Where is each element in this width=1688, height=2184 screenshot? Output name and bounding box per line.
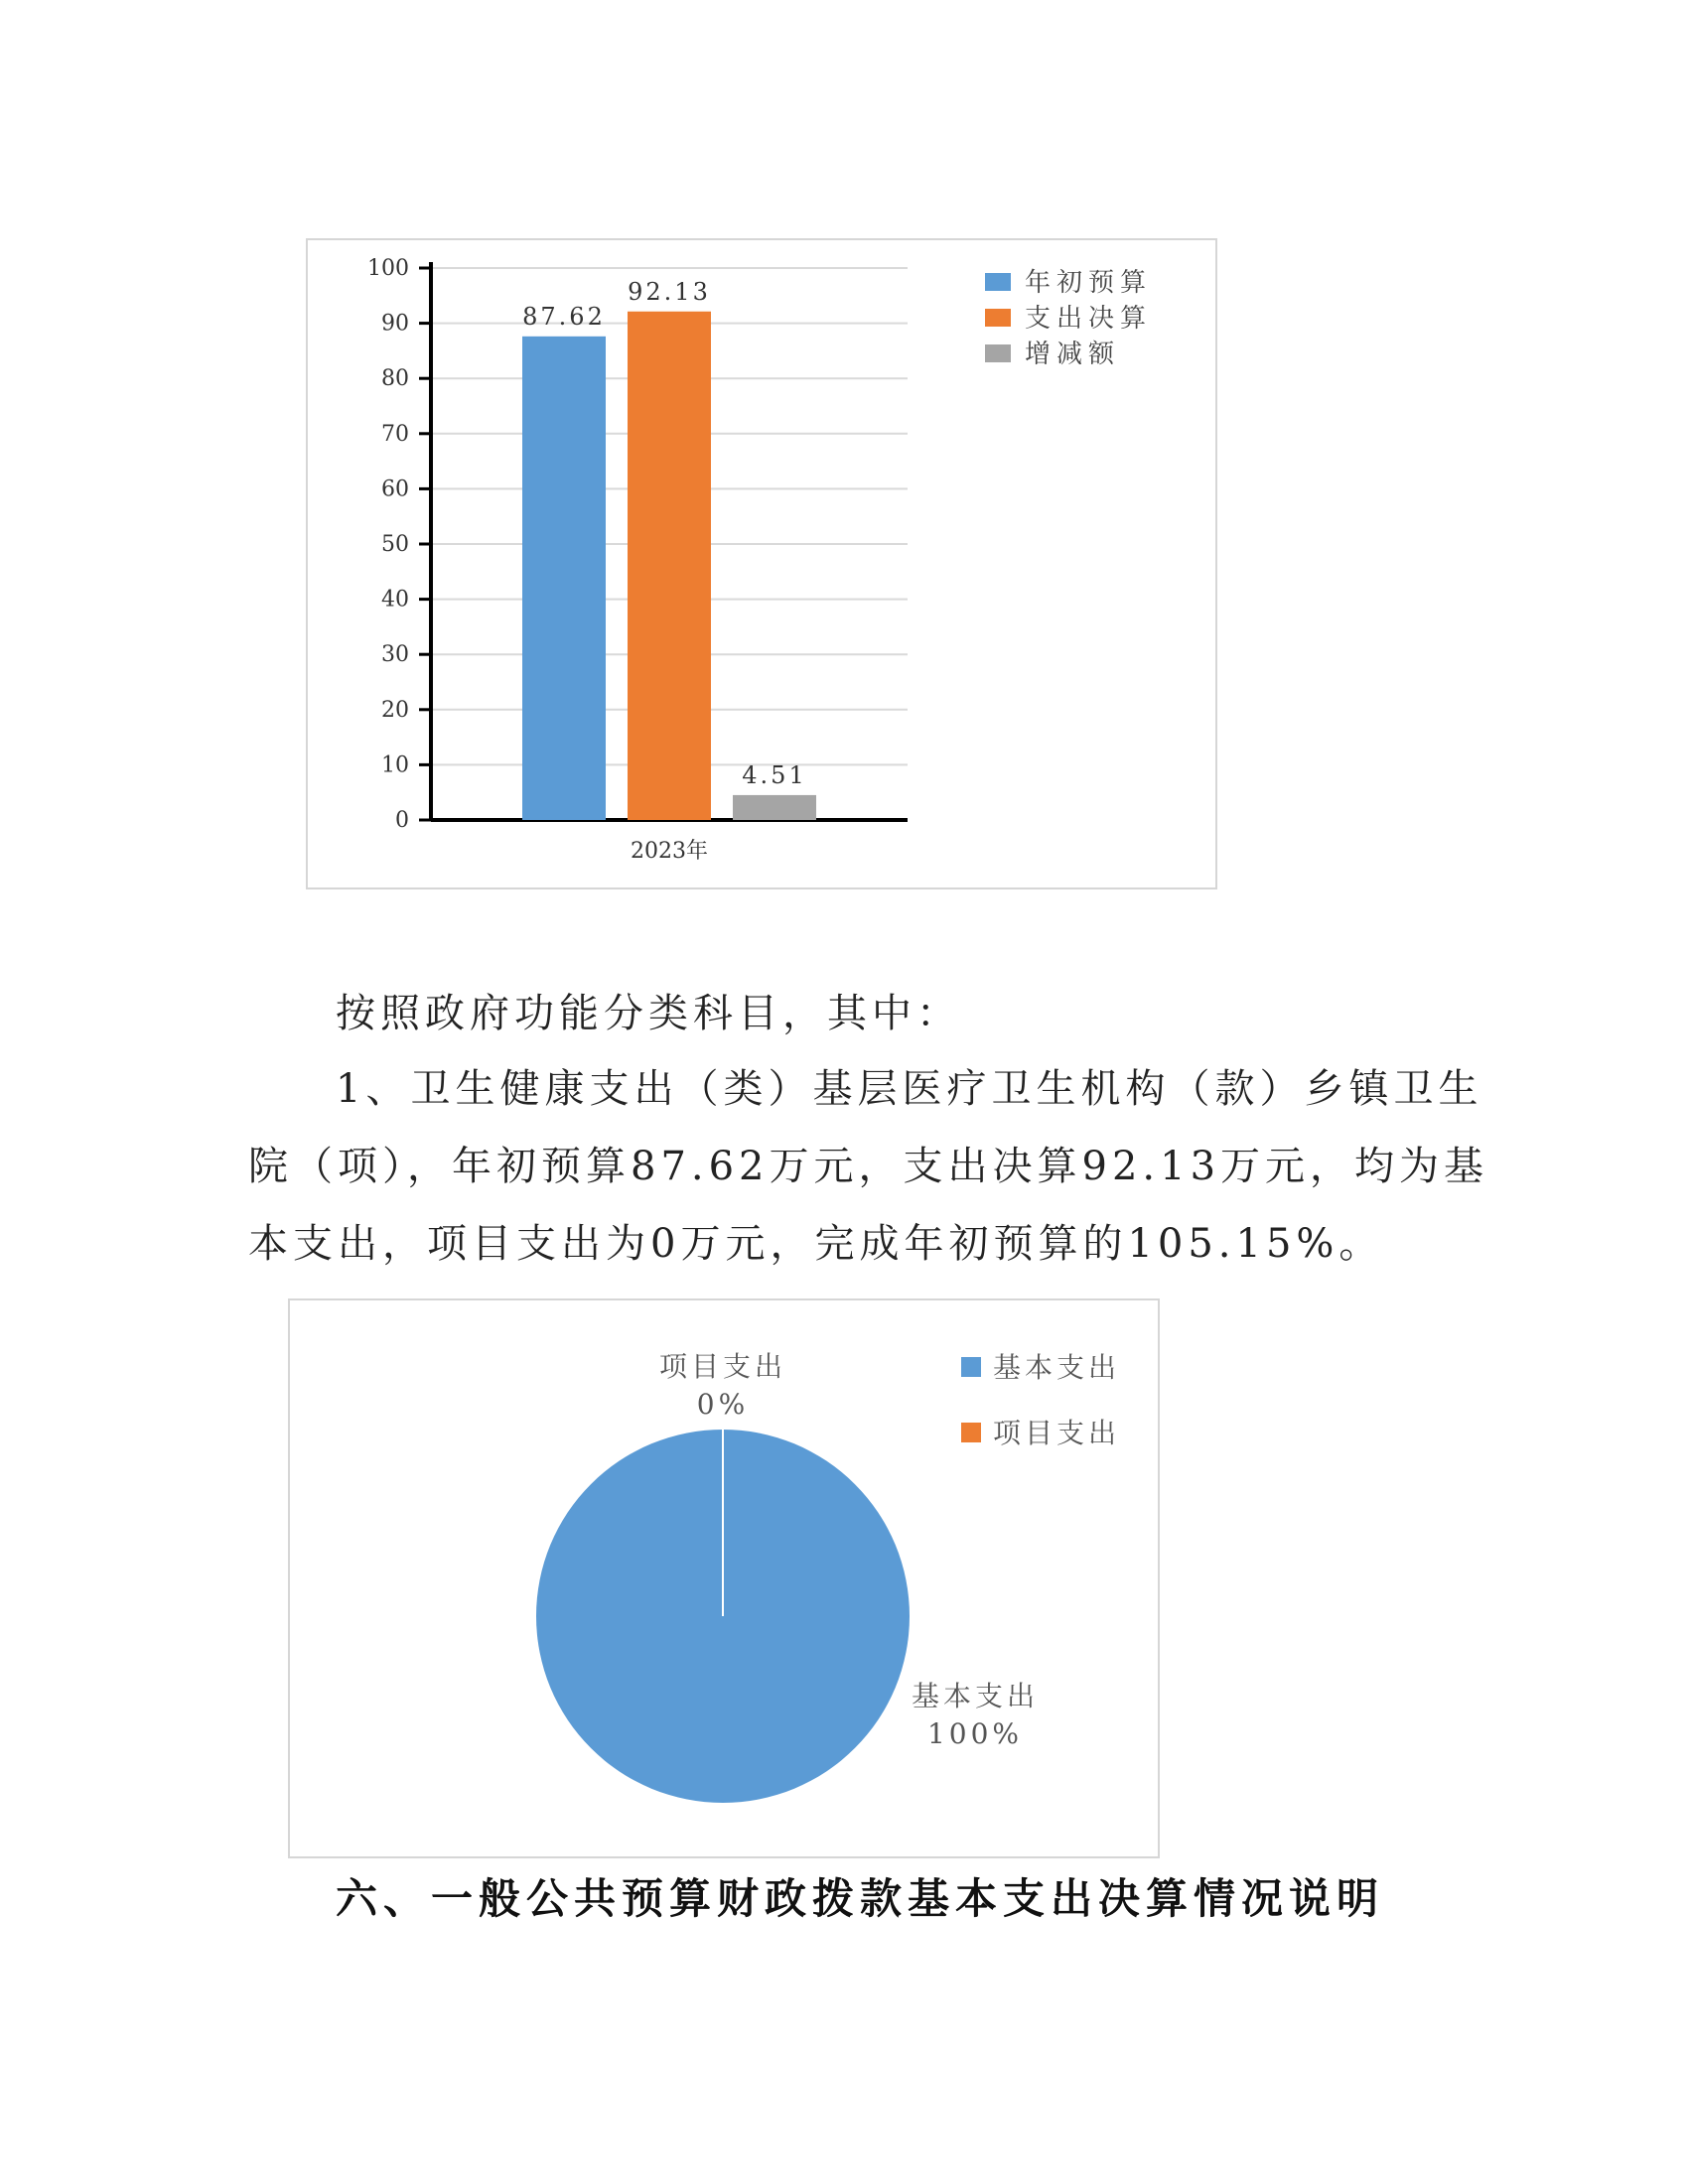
legend-label: 项目支出 xyxy=(993,1417,1121,1449)
y-tick-label: 100 xyxy=(367,256,409,281)
y-tick-label: 80 xyxy=(381,366,409,392)
section-heading: 六、一般公共预算财政拨款基本支出决算情况说明 xyxy=(336,1874,1385,1923)
bar-1 xyxy=(522,337,606,820)
legend-label: 支出决算 xyxy=(1025,304,1153,334)
item-line-1: 1、卫生健康支出（类）基层医疗卫生机构（款）乡镇卫生 xyxy=(336,1066,1483,1112)
legend-label: 年初预算 xyxy=(1025,268,1153,298)
legend-swatch xyxy=(985,344,1011,362)
pie-label-value: 0% xyxy=(696,1388,750,1421)
y-tick-label: 40 xyxy=(381,587,409,613)
legend-swatch xyxy=(985,309,1011,327)
pie-label-value: 100% xyxy=(926,1717,1024,1750)
y-tick-label: 0 xyxy=(395,808,409,833)
legend-label: 增减额 xyxy=(1025,340,1121,369)
y-tick-label: 90 xyxy=(381,311,409,337)
budget-bar-chart xyxy=(308,240,1215,887)
x-category-label: 2023年 xyxy=(631,839,708,864)
y-tick-label: 50 xyxy=(381,532,409,557)
expenditure-pie-chart xyxy=(290,1300,1158,1856)
pie-label-name: 项目支出 xyxy=(658,1350,787,1383)
y-tick-label: 60 xyxy=(381,477,409,502)
y-tick-label: 20 xyxy=(381,697,409,723)
item-line-2: 院（项），年初预算87.62万元，支出决算92.13万元，均为基 xyxy=(248,1144,1489,1189)
y-tick-label: 10 xyxy=(381,752,409,778)
legend-label: 基本支出 xyxy=(993,1351,1121,1384)
bar-3 xyxy=(733,795,816,820)
legend-swatch xyxy=(985,273,1011,291)
bar-2 xyxy=(628,312,711,820)
bar-chart-frame xyxy=(306,238,1217,889)
bar-data-label: 92.13 xyxy=(628,277,711,306)
bar-data-label: 87.62 xyxy=(522,302,606,331)
pie-chart-frame xyxy=(288,1298,1160,1858)
legend-swatch xyxy=(961,1423,981,1442)
item-paragraph xyxy=(248,1050,1489,1283)
legend-swatch xyxy=(961,1357,981,1377)
y-tick-label: 70 xyxy=(381,421,409,447)
y-tick-label: 30 xyxy=(381,642,409,668)
item-line-3: 本支出，项目支出为0万元，完成年初预算的105.15%。 xyxy=(248,1221,1384,1267)
pie-label-name: 基本支出 xyxy=(911,1680,1040,1712)
bar-data-label: 4.51 xyxy=(742,760,807,789)
intro-paragraph: 按照政府功能分类科目，其中： xyxy=(336,991,961,1036)
